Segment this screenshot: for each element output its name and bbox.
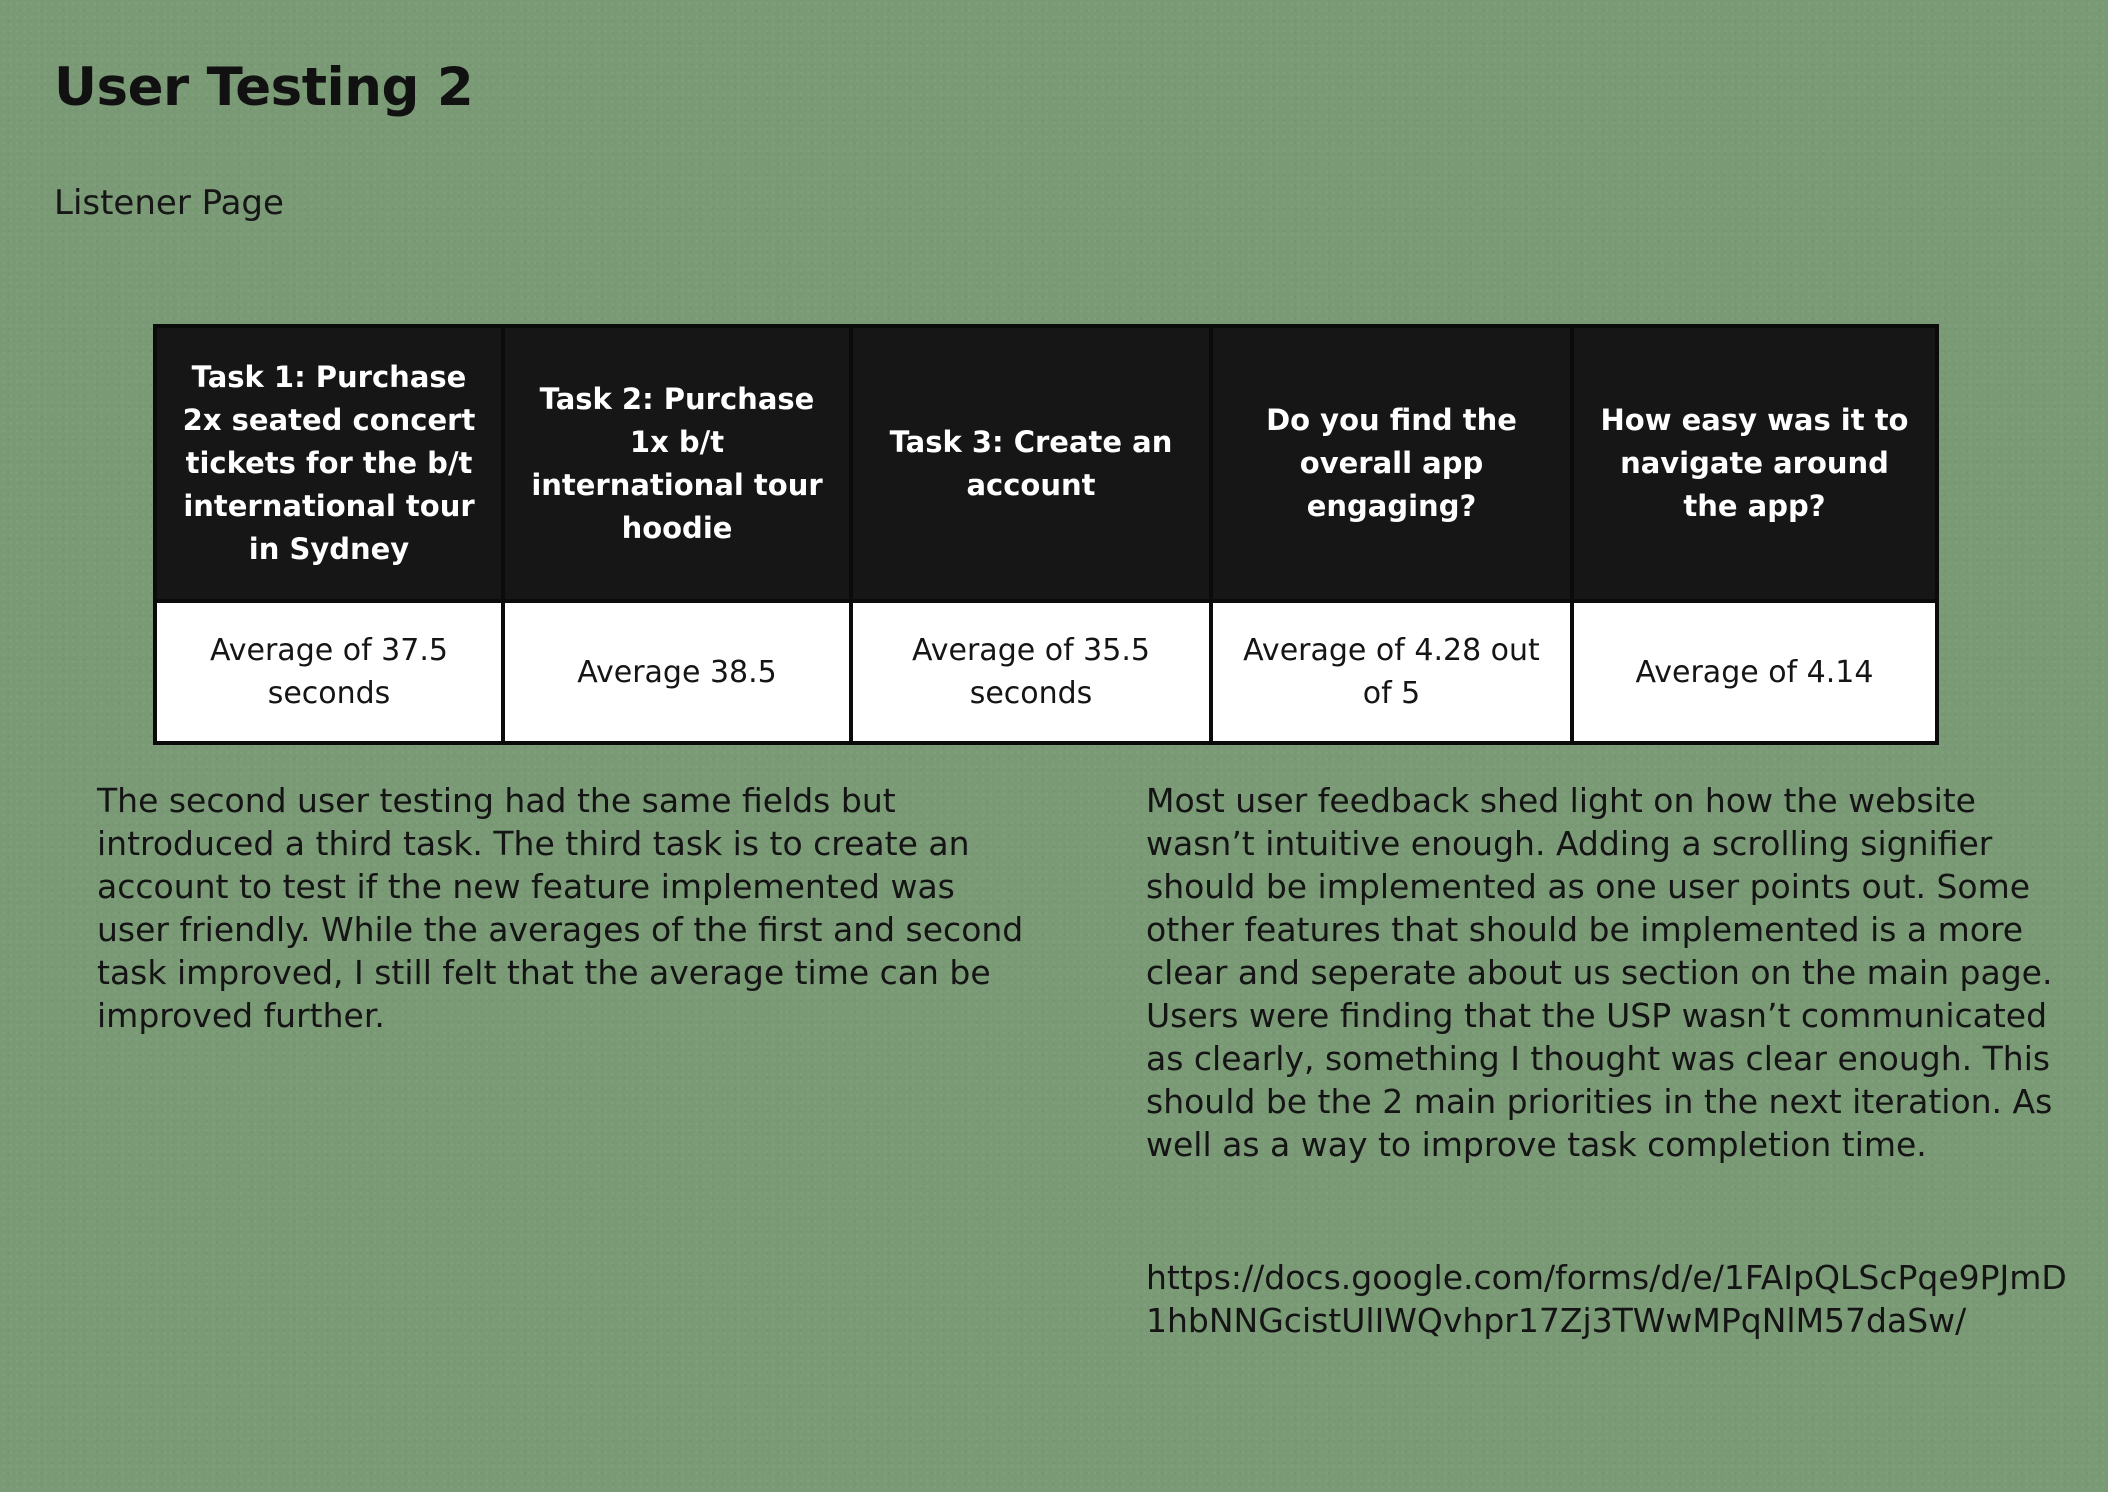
- page-title: User Testing 2: [54, 57, 474, 118]
- results-table: [153, 324, 1939, 745]
- header-task-2: Task 2: Purchase 1x b/t international tour hoodie: [503, 326, 851, 601]
- summary-paragraph: The second user testing had the same fields but introduced a third task. The third task is to create an account to test if the new feature implemented was user friendly. While the averages of the first and second task improved, I still felt that the average time can be improved further.: [97, 781, 1024, 1035]
- value-task-3: Average of 35.5 seconds: [851, 601, 1211, 743]
- feedback-paragraph: Most user feedback shed light on how the website wasn’t intuitive enough. Adding a scrolling signifier should be implemented as one user points out. Some other features that should be implemented is a more clear and seperate about us section on the main page. Users were finding that the USP wasn’t communicated as clearly, something I thought was clear enough. This should be the 2 main priorities in the next iteration. As well as a way to improve task completion time.: [1146, 781, 2053, 1164]
- header-task-3: Task 3: Create an account: [851, 326, 1211, 601]
- header-engaging-question: Do you find the overall app engaging?: [1211, 326, 1572, 601]
- value-navigation: Average of 4.14: [1572, 601, 1937, 743]
- header-task-1: Task 1: Purchase 2x seated concert tickets for the b/t international tour in Sydney: [155, 326, 503, 601]
- header-navigation-question: How easy was it to navigate around the app?: [1572, 326, 1937, 601]
- page-subtitle: Listener Page: [54, 183, 284, 223]
- value-task-1: Average of 37.5 seconds: [155, 601, 503, 743]
- table-row: [155, 601, 1937, 743]
- table-header-row: [155, 326, 1937, 601]
- value-task-2: Average 38.5: [503, 601, 851, 743]
- survey-link[interactable]: https://docs.google.com/forms/d/e/1FAIpQLScPqe9PJmD1hbNNGcistUlIWQvhpr17Zj3TWwMPqNlM57daSw/: [1146, 1258, 2067, 1340]
- value-engaging: Average of 4.28 out of 5: [1211, 601, 1572, 743]
